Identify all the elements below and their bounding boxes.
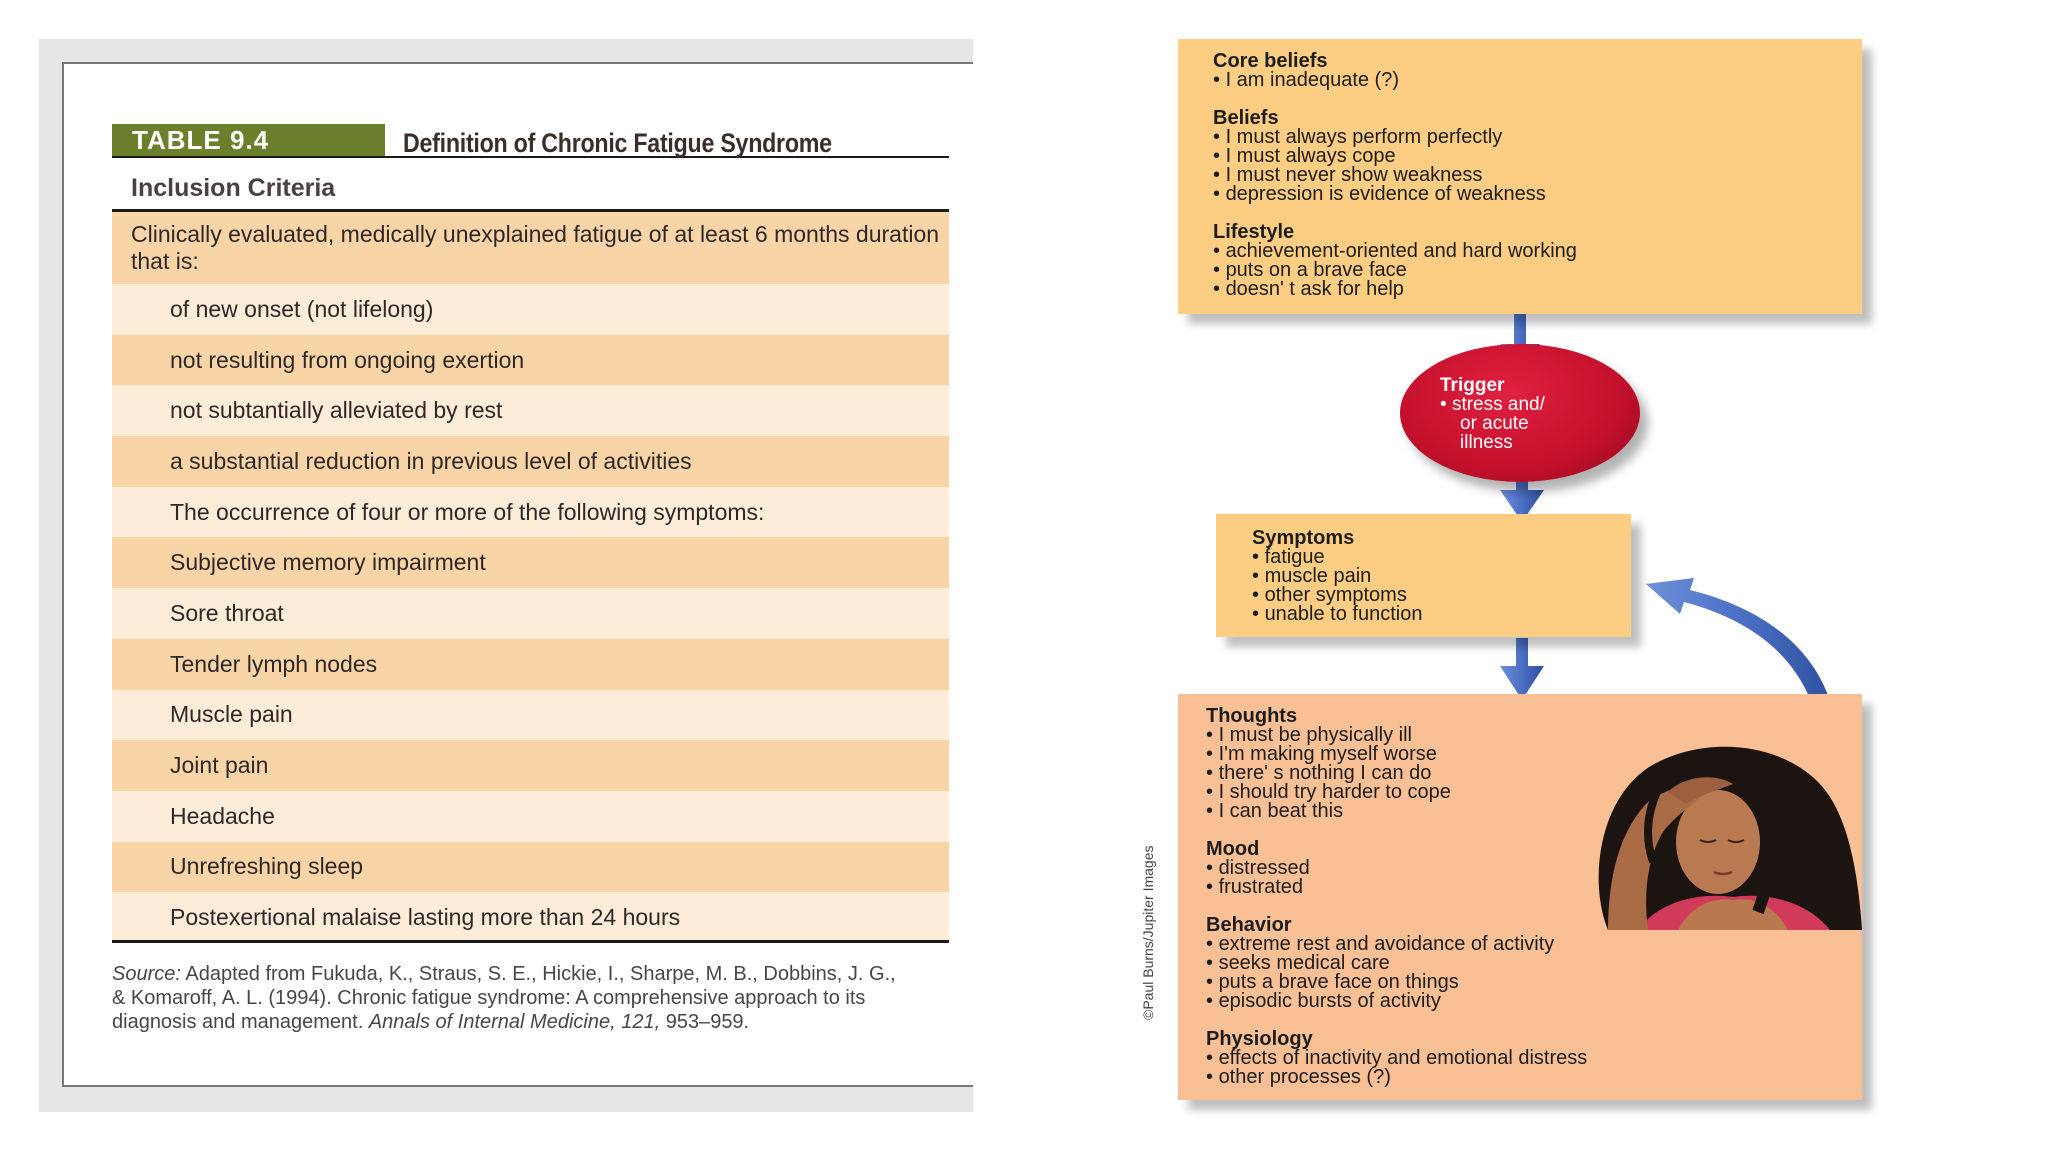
list-item: • I must be physically ill [1206,726,1862,745]
list-item: • I should try harder to cope [1206,783,1862,802]
box-section [1206,1029,1862,1087]
list-item: • I must always cope [1213,147,1862,166]
list-item: • unable to function [1252,605,1631,624]
bullet: • [1440,394,1452,415]
table-cell: a substantial reduction in previous level of activities [170,447,692,474]
list-item: • doesn' t ask for help [1213,280,1862,299]
trigger-item [1440,395,1545,414]
source-pages: 953–959. [660,1011,750,1033]
table-badge: TABLE 9.4 [112,124,385,156]
list-item: • there' s nothing I can do [1206,764,1862,783]
trigger-content [1440,376,1545,452]
box-section [1213,222,1862,299]
box-section [1213,51,1862,90]
source-label: Source: [112,963,181,985]
table-cell: Unrefreshing sleep [170,853,364,880]
table-cell: Subjective memory impairment [170,549,486,576]
table-cell: not resulting from ongoing exertion [170,346,525,373]
table-title: Definition of Chronic Fatigue Syndrome [403,128,832,158]
arrow-symptoms-to-thoughts [1500,638,1544,700]
table-cell: Muscle pain [170,701,293,728]
list-item: • I must never show weakness [1213,166,1862,185]
section-heading: Core beliefs [1213,50,1328,72]
section-heading: Lifestyle [1213,221,1295,243]
symptoms-heading: Symptoms [1252,527,1355,549]
section-heading: Thoughts [1206,705,1298,727]
section-list [1213,242,1862,299]
table-cell: Sore throat [170,599,284,626]
trigger-item-text: illness [1460,432,1513,453]
section-list [1213,128,1862,204]
table-cell: of new onset (not lifelong) [170,295,434,322]
trigger-item-text: stress and/ [1451,394,1545,415]
section-list [1206,935,1862,1011]
list-item: • I'm making myself worse [1206,745,1862,764]
photo-credit: ©Paul Burns/Jupiter Images [1140,845,1156,1020]
section-heading: Physiology [1206,1028,1313,1050]
list-item: • seeks medical care [1206,954,1862,973]
table-cell: Joint pain [170,752,269,779]
table-cell: Headache [170,802,275,829]
symptoms-list [1252,548,1631,624]
list-item: • other processes (?) [1206,1068,1862,1087]
list-item: • distressed [1206,859,1862,878]
section-heading: Mood [1206,838,1260,860]
list-item: • episodic bursts of activity [1206,992,1862,1011]
list-item: • effects of inactivity and emotional distress [1206,1049,1862,1068]
list-item: • I am inadequate (?) [1213,71,1862,90]
table-cell: Tender lymph nodes [170,650,378,677]
woman-photo [1568,732,1862,930]
table-subheading: Inclusion Criteria [131,174,336,202]
list-item: • achievement-oriented and hard working [1213,242,1862,261]
list-item: • muscle pain [1252,567,1631,586]
source-text: Adapted from Fukuda, K., Straus, S. E., Hickie, I., Sharpe, M. B., Dobbins, J. G., & Komaroff, A. L. (1994). Chronic fatigue syndrome: A comprehensive approach to its diagnosis and management. [112,963,896,1033]
source-journal: Annals of Internal Medicine, 121, [368,1011,661,1033]
list-item: • puts on a brave face [1213,261,1862,280]
section-heading: Beliefs [1213,107,1279,129]
table-cell: not subtantially alleviated by rest [170,397,503,424]
woman-illustration [1568,732,1862,930]
list-item: • extreme rest and avoidance of activity [1206,935,1862,954]
table-cell: The occurrence of four or more of the following symptoms: [170,498,765,525]
list-item: • frustrated [1206,878,1862,897]
list-item: • I can beat this [1206,802,1862,821]
table-cell: Postexertional malaise lasting more than 24 hours [170,904,681,931]
list-item: • I must always perform perfectly [1213,128,1862,147]
beliefs-box [1178,39,1862,314]
symptoms-box [1216,514,1631,637]
trigger-item [1440,433,1545,452]
table-cell: Clinically evaluated, medically unexplained fatigue of at least 6 months duration that is: [131,221,940,274]
section-heading: Behavior [1206,914,1292,936]
list-item: • depression is evidence of weakness [1213,185,1862,204]
trigger-circle [1400,344,1640,482]
section-list [1206,1049,1862,1087]
list-item: • other symptoms [1252,586,1631,605]
trigger-heading: Trigger [1440,375,1505,396]
list-item: • fatigue [1252,548,1631,567]
box-section [1213,108,1862,204]
section-list [1213,71,1862,90]
trigger-item [1440,414,1545,433]
trigger-item-text: or acute [1460,413,1529,434]
list-item: • puts a brave face on things [1206,973,1862,992]
